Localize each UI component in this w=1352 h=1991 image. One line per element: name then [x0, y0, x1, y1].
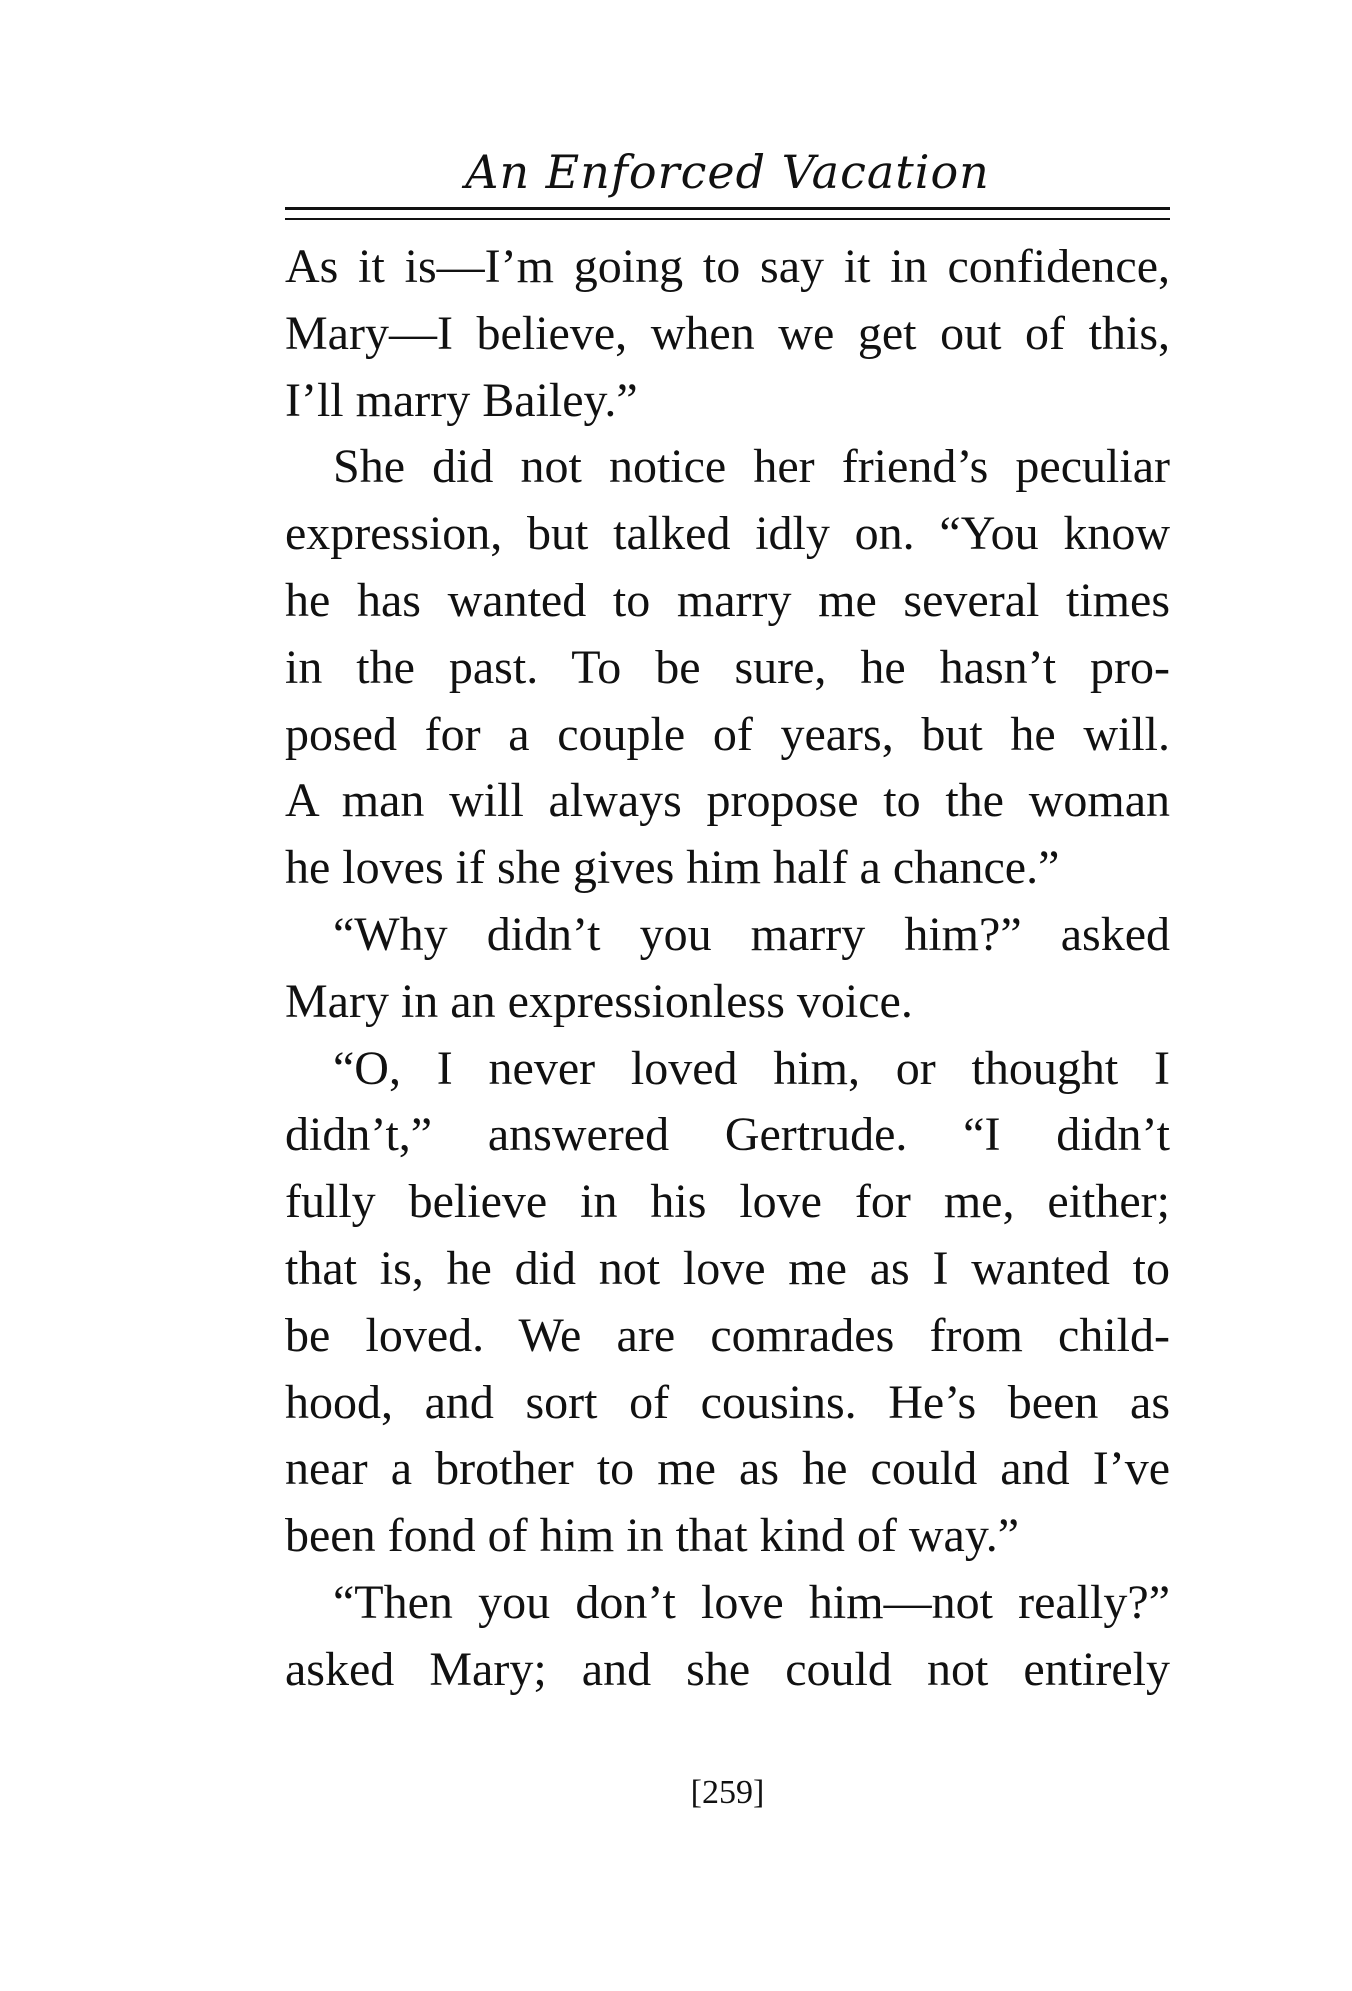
text-line: She did not notice her friend’s peculiar: [333, 440, 1170, 494]
text-line: posed for a couple of years, but he will.: [285, 707, 1170, 761]
text-line: expression, but talked idly on. “You know: [285, 507, 1170, 561]
text-line: near a brother to me as he could and I’ve: [285, 1442, 1170, 1496]
text-line: Mary—I believe, when we get out of this,: [285, 306, 1170, 360]
text-line: in the past. To be sure, he hasn’t pro-: [285, 640, 1170, 694]
text-line: been fond of him in that kind of way.”: [285, 1509, 1020, 1563]
text-line: he loves if she gives him half a chance.”: [285, 841, 1060, 895]
text-line: didn’t,” answered Gertrude. “I didn’t: [285, 1108, 1170, 1162]
text-line: asked Mary; and she could not entirely: [285, 1642, 1170, 1696]
text-line: Mary in an expressionless voice.: [285, 974, 913, 1028]
text-line: fully believe in his love for me, either;: [285, 1175, 1170, 1229]
text-line: hood, and sort of cousins. He’s been as: [285, 1375, 1170, 1429]
page-number: [259]: [690, 1774, 765, 1811]
text-line: “Then you don’t love him—not really?”: [333, 1575, 1170, 1629]
body-text: [285, 234, 1170, 1704]
text-line: he has wanted to marry me several times: [285, 573, 1170, 627]
text-line: be loved. We are comrades from child-: [285, 1308, 1170, 1362]
running-head: An Enforced Vacation: [465, 145, 990, 199]
text-line: “Why didn’t you marry him?” asked: [333, 907, 1170, 961]
header-rule-bottom: [285, 218, 1170, 220]
text-line: As it is—I’m going to say it in confidence,: [285, 240, 1170, 293]
text-line: that is, he did not love me as I wanted to: [285, 1241, 1170, 1295]
text-line: A man will always propose to the woman: [285, 774, 1170, 828]
text-line: “O, I never loved him, or thought I: [333, 1041, 1170, 1095]
header-rule-top: [285, 207, 1170, 210]
text-line: I’ll marry Bailey.”: [285, 373, 638, 427]
